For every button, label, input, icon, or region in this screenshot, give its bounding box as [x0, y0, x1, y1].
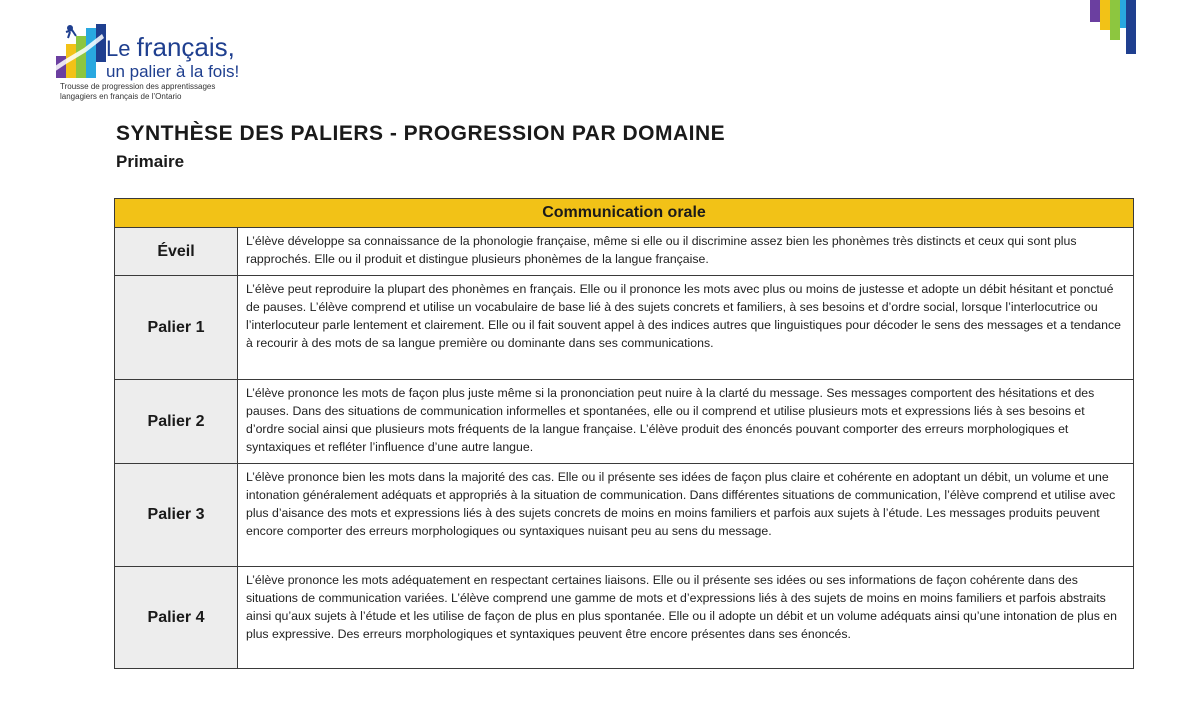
table-row [115, 228, 1134, 276]
table-row [115, 276, 1134, 380]
level-description: L’élève développe sa connaissance de la phonologie française, même si elle ou il discrimine assez bien les phonèmes très distincts et ceux qui sont plus rapprochés. Elle ou il produit et distingue plusieurs phonèmes de la langue française. [238, 228, 1134, 276]
level-label: Palier 1 [115, 276, 238, 380]
logo-tagline: un palier à la fois! [106, 62, 240, 81]
level-label: Palier 4 [115, 567, 238, 669]
table-row [115, 567, 1134, 669]
level-description: L’élève prononce les mots de façon plus juste même si la prononciation peut nuire à la clarté du message. Ses messages comportent des hésitations et des pauses. Dans des situations de communication informelles et spontanées, elle ou il comprend et utilise plusieurs mots et expressions liés à ses besoins et d’ordre social ainsi que plusieurs mots fréquents de la langue française. L’élève produit des énoncés pouvant comporter des erreurs morphologiques et syntaxiques et refléter l’influence d’une autre langue. [238, 380, 1134, 464]
table-header-row [115, 199, 1134, 228]
level-description: L’élève peut reproduire la plupart des phonèmes en français. Elle ou il prononce les mots avec plus ou moins de justesse et adopte un débit hésitant et ponctué de pauses. L’élève comprend et utilise un vocabulaire de base lié à des sujets concrets et familiers, à ses besoins et d’ordre social, lorsque l’interlocutrice ou l’interlocuteur parle lentement et clairement. Elle ou il fait souvent appel à des indices autres que linguistiques pour décoder le sens des messages et a tendance à recourir à des mots de sa langue première ou dominante dans ses communications. [238, 276, 1134, 380]
domain-header: Communication orale [115, 199, 1134, 228]
page-title: SYNTHÈSE DES PALIERS - PROGRESSION PAR DOMAINE [116, 122, 726, 145]
level-description: L’élève prononce bien les mots dans la majorité des cas. Elle ou il présente ses idées de façon plus claire et cohérente en adoptant un débit, un volume et une intonation généralement adéquats et appropriés à la situation de communication. Dans différentes situations de communication, l’élève comprend et utilise avec plus d’aisance des mots et expressions liés à des sujets concrets de moins en moins familiers et parfois aux sujets à l’étude. Les messages produits peuvent encore comporter des erreurs morphologiques ou syntaxiques nuisant peu au sens du message. [238, 464, 1134, 567]
logo-title-main: français, [136, 32, 235, 62]
logo [44, 22, 244, 108]
logo-subtitle [60, 82, 260, 101]
logo-subtitle-line2: langagiers en français de l’Ontario [60, 91, 182, 101]
table-row [115, 380, 1134, 464]
level-label: Palier 3 [115, 464, 238, 567]
level-label: Éveil [115, 228, 238, 276]
level-label: Palier 2 [115, 380, 238, 464]
logo-mark-icon [44, 22, 108, 80]
corner-bars-icon [1090, 0, 1138, 56]
logo-subtitle-line1: Trousse de progression des apprentissages [60, 82, 216, 91]
logo-title-prefix: Le [106, 36, 131, 61]
level-description: L’élève prononce les mots adéquatement en respectant certaines liaisons. Elle ou il présente ses idées ou ses informations de façon cohérente dans des situations de communication variées. L’élève comprend une gamme de mots et d’expressions liés à des sujets de moins en moins familiers et parfois abstraits ainsi qu’aux sujets à l’étude et les utilise de façon de plus en plus spontanée. Elle ou il adopte un débit et un volume adéquats ainsi qu’une intonation de plus en plus expressive. Des erreurs morphologiques et syntaxiques peuvent être encore présentes dans ses énoncés. [238, 567, 1134, 669]
table-row [115, 464, 1134, 567]
progression-table [114, 198, 1134, 669]
page-subtitle: Primaire [116, 152, 185, 171]
logo-title [106, 32, 235, 63]
